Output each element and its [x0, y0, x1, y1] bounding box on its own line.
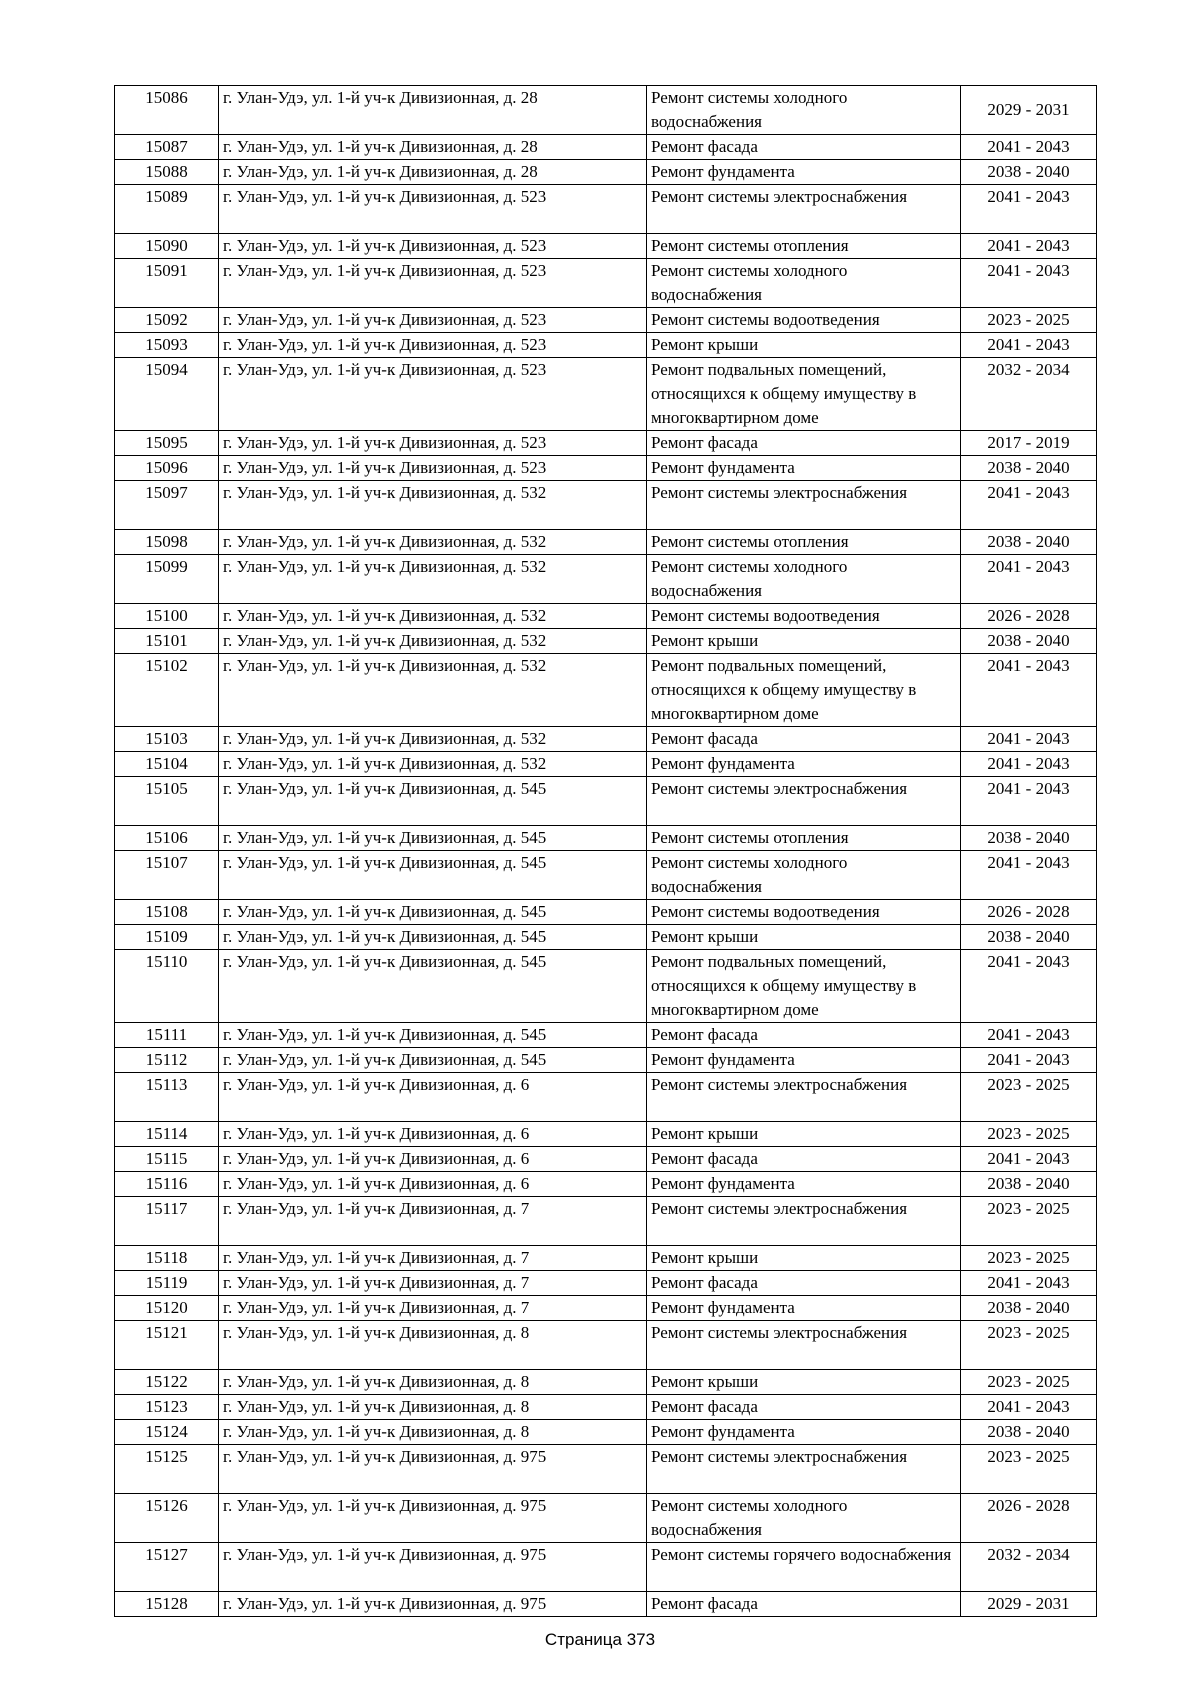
period-cell: 2023 - 2025 — [961, 1445, 1097, 1494]
table-row — [115, 1048, 1097, 1073]
work-type-cell: Ремонт крыши — [647, 1246, 961, 1271]
period-cell: 2032 - 2034 — [961, 1543, 1097, 1592]
table-row — [115, 481, 1097, 530]
row-number-cell: 15121 — [115, 1321, 219, 1370]
address-cell: г. Улан-Удэ, ул. 1-й уч-к Дивизионная, д. 975 — [219, 1494, 647, 1543]
row-number-cell: 15098 — [115, 530, 219, 555]
period-cell: 2041 - 2043 — [961, 851, 1097, 900]
row-number-cell: 15111 — [115, 1023, 219, 1048]
row-number-cell: 15116 — [115, 1172, 219, 1197]
period-cell: 2041 - 2043 — [961, 1023, 1097, 1048]
table-row — [115, 530, 1097, 555]
period-cell: 2038 - 2040 — [961, 826, 1097, 851]
address-cell: г. Улан-Удэ, ул. 1-й уч-к Дивизионная, д. 523 — [219, 185, 647, 234]
work-type-cell: Ремонт крыши — [647, 1122, 961, 1147]
table-row — [115, 358, 1097, 431]
row-number-cell: 15104 — [115, 752, 219, 777]
table-row — [115, 777, 1097, 826]
address-cell: г. Улан-Удэ, ул. 1-й уч-к Дивизионная, д. 7 — [219, 1271, 647, 1296]
work-type-cell: Ремонт фундамента — [647, 1048, 961, 1073]
address-cell: г. Улан-Удэ, ул. 1-й уч-к Дивизионная, д. 975 — [219, 1445, 647, 1494]
period-cell: 2026 - 2028 — [961, 604, 1097, 629]
period-cell: 2032 - 2034 — [961, 358, 1097, 431]
work-type-cell: Ремонт системы электроснабжения — [647, 481, 961, 530]
work-type-cell: Ремонт фасада — [647, 1592, 961, 1617]
address-cell: г. Улан-Удэ, ул. 1-й уч-к Дивизионная, д. 545 — [219, 1048, 647, 1073]
table-row — [115, 333, 1097, 358]
work-type-cell: Ремонт крыши — [647, 333, 961, 358]
address-cell: г. Улан-Удэ, ул. 1-й уч-к Дивизионная, д. 545 — [219, 900, 647, 925]
work-type-cell: Ремонт системы водоотведения — [647, 308, 961, 333]
period-cell: 2041 - 2043 — [961, 234, 1097, 259]
address-cell: г. Улан-Удэ, ул. 1-й уч-к Дивизионная, д. 532 — [219, 555, 647, 604]
table-row — [115, 1147, 1097, 1172]
work-type-cell: Ремонт фундамента — [647, 752, 961, 777]
work-type-cell: Ремонт фундамента — [647, 1296, 961, 1321]
period-cell: 2041 - 2043 — [961, 777, 1097, 826]
period-cell: 2038 - 2040 — [961, 925, 1097, 950]
row-number-cell: 15110 — [115, 950, 219, 1023]
period-cell: 2038 - 2040 — [961, 1296, 1097, 1321]
address-cell: г. Улан-Удэ, ул. 1-й уч-к Дивизионная, д. 532 — [219, 629, 647, 654]
row-number-cell: 15108 — [115, 900, 219, 925]
table-row — [115, 259, 1097, 308]
period-cell: 2038 - 2040 — [961, 629, 1097, 654]
row-number-cell: 15115 — [115, 1147, 219, 1172]
address-cell: г. Улан-Удэ, ул. 1-й уч-к Дивизионная, д. 523 — [219, 358, 647, 431]
table-row — [115, 654, 1097, 727]
row-number-cell: 15109 — [115, 925, 219, 950]
period-cell: 2041 - 2043 — [961, 1048, 1097, 1073]
period-cell: 2038 - 2040 — [961, 1172, 1097, 1197]
work-type-cell: Ремонт системы холодного водоснабжения — [647, 851, 961, 900]
row-number-cell: 15125 — [115, 1445, 219, 1494]
table-row — [115, 727, 1097, 752]
row-number-cell: 15094 — [115, 358, 219, 431]
work-type-cell: Ремонт системы холодного водоснабжения — [647, 555, 961, 604]
period-cell: 2038 - 2040 — [961, 1420, 1097, 1445]
period-cell: 2041 - 2043 — [961, 259, 1097, 308]
work-type-cell: Ремонт фасада — [647, 1271, 961, 1296]
table-row — [115, 900, 1097, 925]
table-row — [115, 604, 1097, 629]
work-type-cell: Ремонт подвальных помещений, относящихся к общему имуществу в многоквартирном доме — [647, 654, 961, 727]
table-row — [115, 851, 1097, 900]
table-row — [115, 555, 1097, 604]
work-type-cell: Ремонт фасада — [647, 1147, 961, 1172]
work-type-cell: Ремонт фундамента — [647, 160, 961, 185]
table-row — [115, 1246, 1097, 1271]
period-cell: 2023 - 2025 — [961, 1073, 1097, 1122]
address-cell: г. Улан-Удэ, ул. 1-й уч-к Дивизионная, д. 532 — [219, 654, 647, 727]
address-cell: г. Улан-Удэ, ул. 1-й уч-к Дивизионная, д. 6 — [219, 1073, 647, 1122]
row-number-cell: 15105 — [115, 777, 219, 826]
period-cell: 2023 - 2025 — [961, 1122, 1097, 1147]
row-number-cell: 15124 — [115, 1420, 219, 1445]
work-type-cell: Ремонт системы электроснабжения — [647, 1445, 961, 1494]
work-type-cell: Ремонт крыши — [647, 1370, 961, 1395]
row-number-cell: 15119 — [115, 1271, 219, 1296]
period-cell: 2041 - 2043 — [961, 135, 1097, 160]
table-row — [115, 1592, 1097, 1617]
period-cell: 2017 - 2019 — [961, 431, 1097, 456]
address-cell: г. Улан-Удэ, ул. 1-й уч-к Дивизионная, д. 8 — [219, 1321, 647, 1370]
work-type-cell: Ремонт фундамента — [647, 1420, 961, 1445]
row-number-cell: 15089 — [115, 185, 219, 234]
table-row — [115, 308, 1097, 333]
address-cell: г. Улан-Удэ, ул. 1-й уч-к Дивизионная, д. 7 — [219, 1246, 647, 1271]
work-type-cell: Ремонт системы водоотведения — [647, 900, 961, 925]
table-row — [115, 1296, 1097, 1321]
address-cell: г. Улан-Удэ, ул. 1-й уч-к Дивизионная, д. 523 — [219, 234, 647, 259]
row-number-cell: 15114 — [115, 1122, 219, 1147]
work-type-cell: Ремонт системы водоотведения — [647, 604, 961, 629]
row-number-cell: 15099 — [115, 555, 219, 604]
table-row — [115, 160, 1097, 185]
address-cell: г. Улан-Удэ, ул. 1-й уч-к Дивизионная, д. 545 — [219, 826, 647, 851]
period-cell: 2041 - 2043 — [961, 481, 1097, 530]
work-type-cell: Ремонт фундамента — [647, 456, 961, 481]
work-type-cell: Ремонт системы электроснабжения — [647, 777, 961, 826]
row-number-cell: 15092 — [115, 308, 219, 333]
work-type-cell: Ремонт фасада — [647, 135, 961, 160]
work-type-cell: Ремонт системы отопления — [647, 826, 961, 851]
work-type-cell: Ремонт системы отопления — [647, 530, 961, 555]
table-row — [115, 629, 1097, 654]
period-cell: 2029 - 2031 — [961, 1592, 1097, 1617]
period-cell: 2026 - 2028 — [961, 1494, 1097, 1543]
table-row — [115, 1023, 1097, 1048]
period-cell: 2041 - 2043 — [961, 555, 1097, 604]
work-type-cell: Ремонт фасада — [647, 1395, 961, 1420]
work-type-cell: Ремонт крыши — [647, 925, 961, 950]
address-cell: г. Улан-Удэ, ул. 1-й уч-к Дивизионная, д. 7 — [219, 1197, 647, 1246]
table-row — [115, 1197, 1097, 1246]
table-row — [115, 1271, 1097, 1296]
table-row — [115, 1321, 1097, 1370]
work-type-cell: Ремонт системы электроснабжения — [647, 1197, 961, 1246]
work-type-cell: Ремонт подвальных помещений, относящихся к общему имуществу в многоквартирном доме — [647, 950, 961, 1023]
address-cell: г. Улан-Удэ, ул. 1-й уч-к Дивизионная, д. 545 — [219, 950, 647, 1023]
table-row — [115, 135, 1097, 160]
row-number-cell: 15106 — [115, 826, 219, 851]
address-cell: г. Улан-Удэ, ул. 1-й уч-к Дивизионная, д. 28 — [219, 160, 647, 185]
work-type-cell: Ремонт системы электроснабжения — [647, 1073, 961, 1122]
row-number-cell: 15118 — [115, 1246, 219, 1271]
row-number-cell: 15086 — [115, 86, 219, 135]
table-row — [115, 1073, 1097, 1122]
period-cell: 2041 - 2043 — [961, 185, 1097, 234]
row-number-cell: 15122 — [115, 1370, 219, 1395]
period-cell: 2041 - 2043 — [961, 1395, 1097, 1420]
period-cell: 2041 - 2043 — [961, 654, 1097, 727]
row-number-cell: 15107 — [115, 851, 219, 900]
row-number-cell: 15087 — [115, 135, 219, 160]
address-cell: г. Улан-Удэ, ул. 1-й уч-к Дивизионная, д. 532 — [219, 530, 647, 555]
address-cell: г. Улан-Удэ, ул. 1-й уч-к Дивизионная, д. 28 — [219, 86, 647, 135]
table-row — [115, 1172, 1097, 1197]
period-cell: 2023 - 2025 — [961, 1370, 1097, 1395]
work-type-cell: Ремонт фасада — [647, 431, 961, 456]
period-cell: 2041 - 2043 — [961, 333, 1097, 358]
period-cell: 2023 - 2025 — [961, 1197, 1097, 1246]
table-row — [115, 456, 1097, 481]
period-cell: 2041 - 2043 — [961, 1147, 1097, 1172]
work-type-cell: Ремонт системы горячего водоснабжения — [647, 1543, 961, 1592]
address-cell: г. Улан-Удэ, ул. 1-й уч-к Дивизионная, д. 523 — [219, 308, 647, 333]
address-cell: г. Улан-Удэ, ул. 1-й уч-к Дивизионная, д. 532 — [219, 752, 647, 777]
table-row — [115, 234, 1097, 259]
work-type-cell: Ремонт фундамента — [647, 1172, 961, 1197]
table-row — [115, 1445, 1097, 1494]
period-cell: 2029 - 2031 — [961, 86, 1097, 135]
row-number-cell: 15112 — [115, 1048, 219, 1073]
address-cell: г. Улан-Удэ, ул. 1-й уч-к Дивизионная, д. 6 — [219, 1147, 647, 1172]
work-type-cell: Ремонт системы электроснабжения — [647, 185, 961, 234]
row-number-cell: 15091 — [115, 259, 219, 308]
address-cell: г. Улан-Удэ, ул. 1-й уч-к Дивизионная, д. 28 — [219, 135, 647, 160]
table-row — [115, 1370, 1097, 1395]
period-cell: 2023 - 2025 — [961, 1321, 1097, 1370]
table-row — [115, 950, 1097, 1023]
row-number-cell: 15117 — [115, 1197, 219, 1246]
address-cell: г. Улан-Удэ, ул. 1-й уч-к Дивизионная, д. 545 — [219, 851, 647, 900]
row-number-cell: 15096 — [115, 456, 219, 481]
table-row — [115, 1420, 1097, 1445]
period-cell: 2038 - 2040 — [961, 160, 1097, 185]
table-row — [115, 1395, 1097, 1420]
work-type-cell: Ремонт системы холодного водоснабжения — [647, 86, 961, 135]
address-cell: г. Улан-Удэ, ул. 1-й уч-к Дивизионная, д. 523 — [219, 431, 647, 456]
address-cell: г. Улан-Удэ, ул. 1-й уч-к Дивизионная, д. 532 — [219, 604, 647, 629]
table-row — [115, 1543, 1097, 1592]
period-cell: 2026 - 2028 — [961, 900, 1097, 925]
row-number-cell: 15120 — [115, 1296, 219, 1321]
row-number-cell: 15103 — [115, 727, 219, 752]
address-cell: г. Улан-Удэ, ул. 1-й уч-к Дивизионная, д. 975 — [219, 1543, 647, 1592]
address-cell: г. Улан-Удэ, ул. 1-й уч-к Дивизионная, д. 6 — [219, 1172, 647, 1197]
row-number-cell: 15097 — [115, 481, 219, 530]
address-cell: г. Улан-Удэ, ул. 1-й уч-к Дивизионная, д. 532 — [219, 481, 647, 530]
work-type-cell: Ремонт системы отопления — [647, 234, 961, 259]
address-cell: г. Улан-Удэ, ул. 1-й уч-к Дивизионная, д. 8 — [219, 1370, 647, 1395]
row-number-cell: 15128 — [115, 1592, 219, 1617]
address-cell: г. Улан-Удэ, ул. 1-й уч-к Дивизионная, д. 523 — [219, 333, 647, 358]
row-number-cell: 15102 — [115, 654, 219, 727]
table-row — [115, 826, 1097, 851]
period-cell: 2038 - 2040 — [961, 530, 1097, 555]
row-number-cell: 15113 — [115, 1073, 219, 1122]
work-type-cell: Ремонт фасада — [647, 1023, 961, 1048]
work-type-cell: Ремонт подвальных помещений, относящихся к общему имуществу в многоквартирном доме — [647, 358, 961, 431]
row-number-cell: 15095 — [115, 431, 219, 456]
table-body — [115, 86, 1097, 1617]
period-cell: 2041 - 2043 — [961, 1271, 1097, 1296]
address-cell: г. Улан-Удэ, ул. 1-й уч-к Дивизионная, д. 6 — [219, 1122, 647, 1147]
address-cell: г. Улан-Удэ, ул. 1-й уч-к Дивизионная, д. 8 — [219, 1395, 647, 1420]
address-cell: г. Улан-Удэ, ул. 1-й уч-к Дивизионная, д. 523 — [219, 259, 647, 308]
table-row — [115, 86, 1097, 135]
address-cell: г. Улан-Удэ, ул. 1-й уч-к Дивизионная, д. 7 — [219, 1296, 647, 1321]
table-row — [115, 185, 1097, 234]
row-number-cell: 15101 — [115, 629, 219, 654]
work-type-cell: Ремонт системы холодного водоснабжения — [647, 259, 961, 308]
table-row — [115, 752, 1097, 777]
address-cell: г. Улан-Удэ, ул. 1-й уч-к Дивизионная, д. 545 — [219, 777, 647, 826]
address-cell: г. Улан-Удэ, ул. 1-й уч-к Дивизионная, д. 8 — [219, 1420, 647, 1445]
repair-schedule-table — [114, 85, 1097, 1617]
table-row — [115, 431, 1097, 456]
work-type-cell: Ремонт системы холодного водоснабжения — [647, 1494, 961, 1543]
table-row — [115, 1494, 1097, 1543]
work-type-cell: Ремонт фасада — [647, 727, 961, 752]
address-cell: г. Улан-Удэ, ул. 1-й уч-к Дивизионная, д. 545 — [219, 925, 647, 950]
period-cell: 2023 - 2025 — [961, 1246, 1097, 1271]
address-cell: г. Улан-Удэ, ул. 1-й уч-к Дивизионная, д. 532 — [219, 727, 647, 752]
row-number-cell: 15123 — [115, 1395, 219, 1420]
period-cell: 2041 - 2043 — [961, 727, 1097, 752]
row-number-cell: 15093 — [115, 333, 219, 358]
period-cell: 2038 - 2040 — [961, 456, 1097, 481]
work-type-cell: Ремонт крыши — [647, 629, 961, 654]
table-row — [115, 1122, 1097, 1147]
row-number-cell: 15127 — [115, 1543, 219, 1592]
row-number-cell: 15126 — [115, 1494, 219, 1543]
row-number-cell: 15100 — [115, 604, 219, 629]
address-cell: г. Улан-Удэ, ул. 1-й уч-к Дивизионная, д. 545 — [219, 1023, 647, 1048]
row-number-cell: 15090 — [115, 234, 219, 259]
period-cell: 2023 - 2025 — [961, 308, 1097, 333]
period-cell: 2041 - 2043 — [961, 752, 1097, 777]
period-cell: 2041 - 2043 — [961, 950, 1097, 1023]
work-type-cell: Ремонт системы электроснабжения — [647, 1321, 961, 1370]
page-number: Страница 373 — [544, 1630, 656, 1649]
table-row — [115, 925, 1097, 950]
address-cell: г. Улан-Удэ, ул. 1-й уч-к Дивизионная, д. 975 — [219, 1592, 647, 1617]
row-number-cell: 15088 — [115, 160, 219, 185]
address-cell: г. Улан-Удэ, ул. 1-й уч-к Дивизионная, д. 523 — [219, 456, 647, 481]
